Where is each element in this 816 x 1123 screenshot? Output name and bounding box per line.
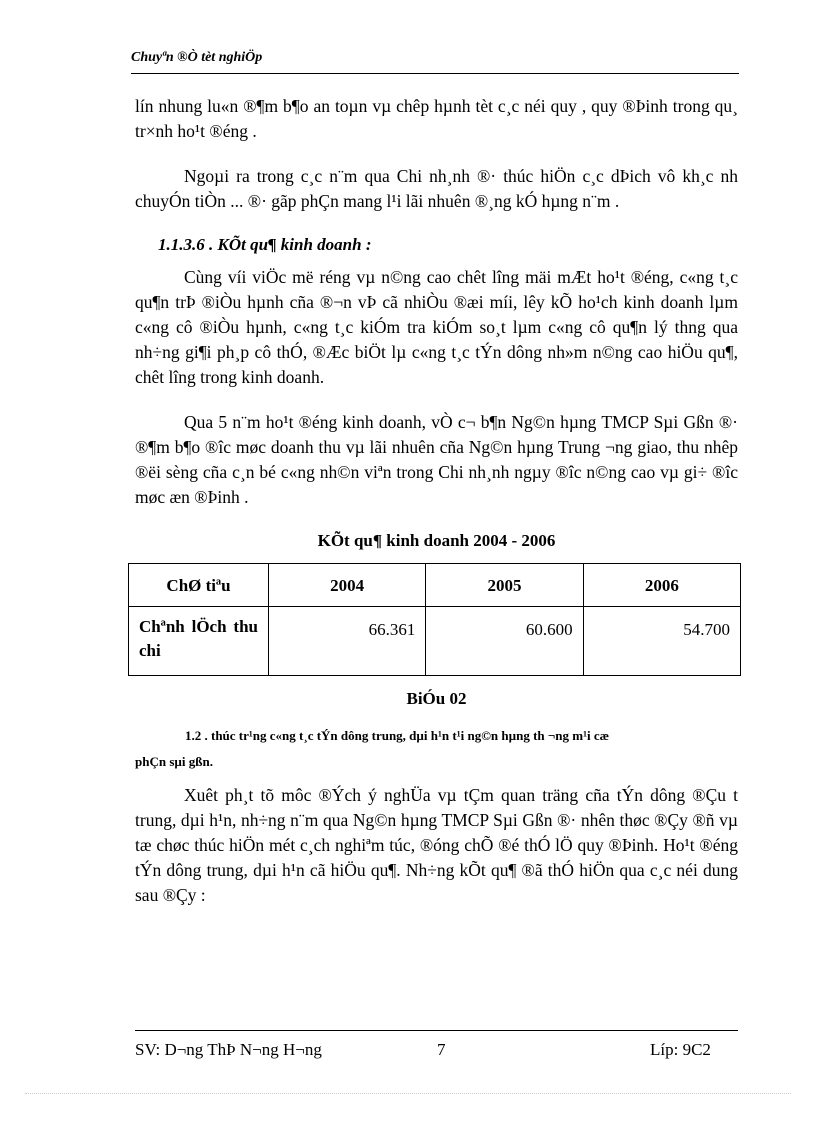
paragraph: Cùng víi viÖc më réng vµ n©ng cao chêt lîng mäi mÆt ho¹t ®éng, c«ng t¸c qu¶n trÞ ®iÒu hµnh cña ®¬n vÞ cã nhiÒu ®æi míi, lêy kÕ ho¹ch kinh doanh lµm c«ng cô ®iÒu hµnh, c«ng t¸c kiÓm tra kiÓm so¸t lµm c«ng cô qu¶n lý thng qua nh÷ng gi¶i ph¸p cô thÓ, ®Æc biÖt lµ c«ng t¸c tÝn dông nh»m n©ng cao hiÖu qu¶, chêt lîng trong kinh doanh.	[135, 267, 738, 387]
table-header-cell: 2005	[426, 564, 583, 607]
subsection-heading-line: 1.2 . thúc tr¹ng c«ng t¸c tÝn dông trung, dµi h¹n t¹i ng©n hµng th ¬ng m¹i cæ	[185, 728, 610, 743]
paragraph: Ngoµi ra trong c¸c n¨m qua Chi nh¸nh ®· thúc hiÖn c¸c dÞich vô kh¸c nh chuyÓn tiÒn ... ®· gãp phÇn mang l¹i lãi nhuên ®¸ng kÓ hµng n¨m .	[135, 166, 738, 211]
table-row	[129, 607, 741, 676]
results-table	[128, 563, 741, 676]
table-row-label: Chªnh lÖch thu chi	[129, 607, 269, 676]
table-title: KÕt qu¶ kinh doanh 2004 - 2006	[317, 531, 556, 550]
document-body	[135, 94, 738, 908]
subsection-heading-line: phÇn sµi gßn.	[135, 754, 213, 769]
table-cell: 66.361	[269, 607, 426, 676]
table-cell: 60.600	[426, 607, 583, 676]
page-header-title: Chuyªn ®Ò tèt nghiÖp	[131, 50, 263, 65]
figure-caption: BiÓu 02	[406, 689, 467, 708]
footer-class: Líp: 9C2	[650, 1040, 711, 1059]
paragraph: lín nhung lu«n ®¶m b¶o an toµn vµ chêp hµnh tèt c¸c néi quy , quy ®Þinh trong qu¸ tr×nh ho¹t ®éng .	[135, 96, 738, 141]
page-edge-divider	[25, 1093, 791, 1094]
table-cell: 54.700	[583, 607, 740, 676]
footer-divider	[135, 1030, 738, 1031]
header-divider	[131, 73, 739, 74]
table-header-cell: 2006	[583, 564, 740, 607]
paragraph: Qua 5 n¨m ho¹t ®éng kinh doanh, vÒ c¬ b¶n Ng©n hµng TMCP Sµi Gßn ®· ®¶m b¶o ®îc møc doanh thu vµ lãi nhuên cña Ng©n hµng Trung ¬ng giao, thu nhêp ®ëi sèng cña c¸n bé c«ng nh©n viªn trong Chi nh¸nh ngµy ®îc n©ng cao vµ gi÷ ®îc møc æn ®Þinh .	[135, 412, 738, 507]
table-header-row	[129, 564, 741, 607]
table-header-cell: ChØ tiªu	[129, 564, 269, 607]
section-heading: 1.1.3.6 . KÕt qu¶ kinh doanh :	[158, 235, 372, 254]
footer-student: SV: D¬ng ThÞ N¬ng H¬ng	[135, 1040, 322, 1059]
subsection-heading	[135, 723, 738, 775]
footer-page-number: 7	[437, 1040, 446, 1059]
paragraph: Xuêt ph¸t tõ môc ®Ých ý nghÜa vµ tÇm quan träng cña tÝn dông ®Çu t trung, dµi h¹n, nh÷ng n¨m qua Ng©n hµng TMCP Sµi Gßn ®· nhên thøc ®Çy ®ñ vµ tæ chøc thúc hiÖn mét c¸ch nghiªm túc, ®óng chÕ ®é thÓ lÖ quy ®Þinh. Ho¹t ®éng tÝn dông trung, dµi h¹n cã hiÖu qu¶. Nh÷ng kÕt qu¶ ®ã thÓ hiÖn qua c¸c néi dung sau ®Çy :	[135, 785, 738, 905]
table-header-cell: 2004	[269, 564, 426, 607]
